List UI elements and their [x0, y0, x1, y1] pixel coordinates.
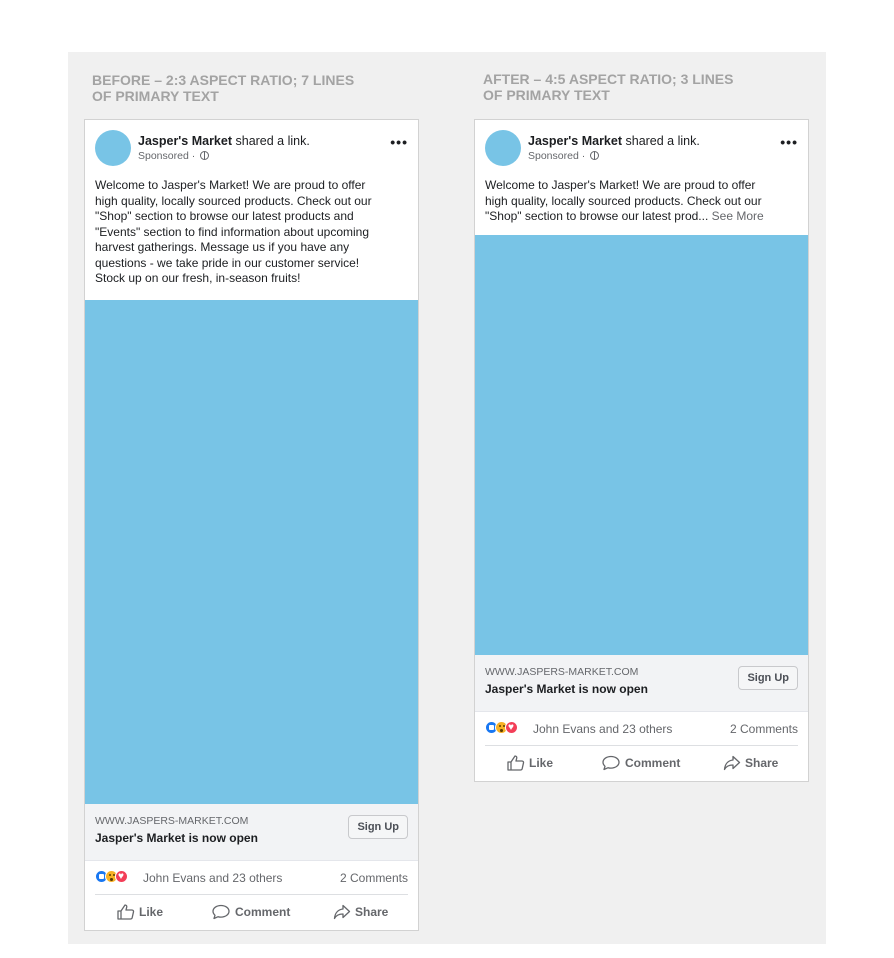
ad-media[interactable]: [85, 300, 418, 804]
ad-media[interactable]: [475, 235, 808, 655]
more-dots-icon[interactable]: •••: [390, 134, 408, 150]
like-label: Like: [139, 905, 164, 919]
author-name[interactable]: Jasper's Market: [528, 134, 623, 148]
link-preview[interactable]: [85, 804, 418, 861]
love-reaction-icon: [505, 721, 518, 734]
share-label: Share: [355, 905, 389, 919]
comment-icon: [601, 755, 621, 771]
comment-label: Comment: [625, 756, 681, 770]
like-button[interactable]: [117, 895, 163, 929]
link-headline: Jasper's Market is now open: [95, 831, 258, 845]
comment-label: Comment: [235, 905, 291, 919]
after-post-card: [474, 119, 809, 782]
see-more-link[interactable]: See More: [711, 209, 764, 223]
post-author-line: [528, 134, 700, 148]
more-dots-icon[interactable]: •••: [780, 134, 798, 150]
reactions-row: [95, 860, 408, 895]
share-icon: [333, 904, 351, 920]
post-action: shared a link.: [232, 134, 310, 148]
action-bar: [485, 746, 798, 780]
reaction-icons[interactable]: [485, 721, 527, 735]
before-heading-line2: OF PRIMARY TEXT: [92, 88, 219, 104]
post-meta: [138, 150, 209, 162]
sign-up-button[interactable]: Sign Up: [348, 815, 408, 839]
reaction-icons[interactable]: [95, 870, 137, 884]
primary-text: Welcome to Jasper's Market! We are proud to offer high quality, locally sourced products. Check out our "Shop" section to browse our latest products and "Events" section to find information about upcoming harvest gatherings. Message us if you have any questions - we take pride in our customer service! Stock up on our fresh, in-season fruits!: [95, 178, 372, 285]
sponsored-label: Sponsored ·: [138, 150, 199, 162]
primary-text: [485, 178, 800, 225]
sponsored-label: Sponsored ·: [528, 150, 589, 162]
link-headline: Jasper's Market is now open: [485, 682, 648, 696]
globe-icon: [200, 151, 209, 160]
thumbs-up-icon: [507, 755, 525, 771]
post-header: [485, 130, 798, 166]
globe-icon: [590, 151, 599, 160]
share-label: Share: [745, 756, 779, 770]
action-bar: [95, 895, 408, 929]
share-button[interactable]: [723, 746, 778, 780]
reactors-count[interactable]: John Evans and 23 others: [143, 871, 283, 885]
comments-count[interactable]: 2 Comments: [339, 871, 408, 885]
share-icon: [723, 755, 741, 771]
avatar[interactable]: [95, 130, 131, 166]
post-author-line: [138, 134, 310, 148]
before-heading-line1: BEFORE – 2:3 ASPECT RATIO; 7 LINES: [92, 72, 355, 88]
share-button[interactable]: [333, 895, 388, 929]
primary-text-truncated: Welcome to Jasper's Market! We are proud to offer high quality, locally sourced products. Check out our "Shop" section to browse our latest prod...: [485, 178, 762, 223]
link-preview[interactable]: [475, 655, 808, 712]
comment-button[interactable]: [211, 895, 290, 929]
before-heading: [92, 72, 354, 104]
link-domain: WWW.JASPERS-MARKET.COM: [95, 815, 249, 827]
like-label: Like: [529, 756, 554, 770]
reactions-row: [485, 711, 798, 746]
comment-button[interactable]: [601, 746, 680, 780]
sign-up-button[interactable]: Sign Up: [738, 666, 798, 690]
love-reaction-icon: [115, 870, 128, 883]
before-post-card: [84, 119, 419, 931]
comments-count[interactable]: 2 Comments: [729, 722, 798, 736]
post-meta: [528, 150, 599, 162]
author-name[interactable]: Jasper's Market: [138, 134, 233, 148]
avatar[interactable]: [485, 130, 521, 166]
reactors-count[interactable]: John Evans and 23 others: [533, 722, 673, 736]
comment-icon: [211, 904, 231, 920]
link-domain: WWW.JASPERS-MARKET.COM: [485, 666, 639, 678]
thumbs-up-icon: [117, 904, 135, 920]
post-header: [95, 130, 408, 166]
after-heading-line1: AFTER – 4:5 ASPECT RATIO; 3 LINES: [483, 71, 734, 87]
after-heading-line2: OF PRIMARY TEXT: [483, 87, 610, 103]
like-button[interactable]: [507, 746, 553, 780]
post-action: shared a link.: [622, 134, 700, 148]
after-heading: [483, 71, 733, 103]
